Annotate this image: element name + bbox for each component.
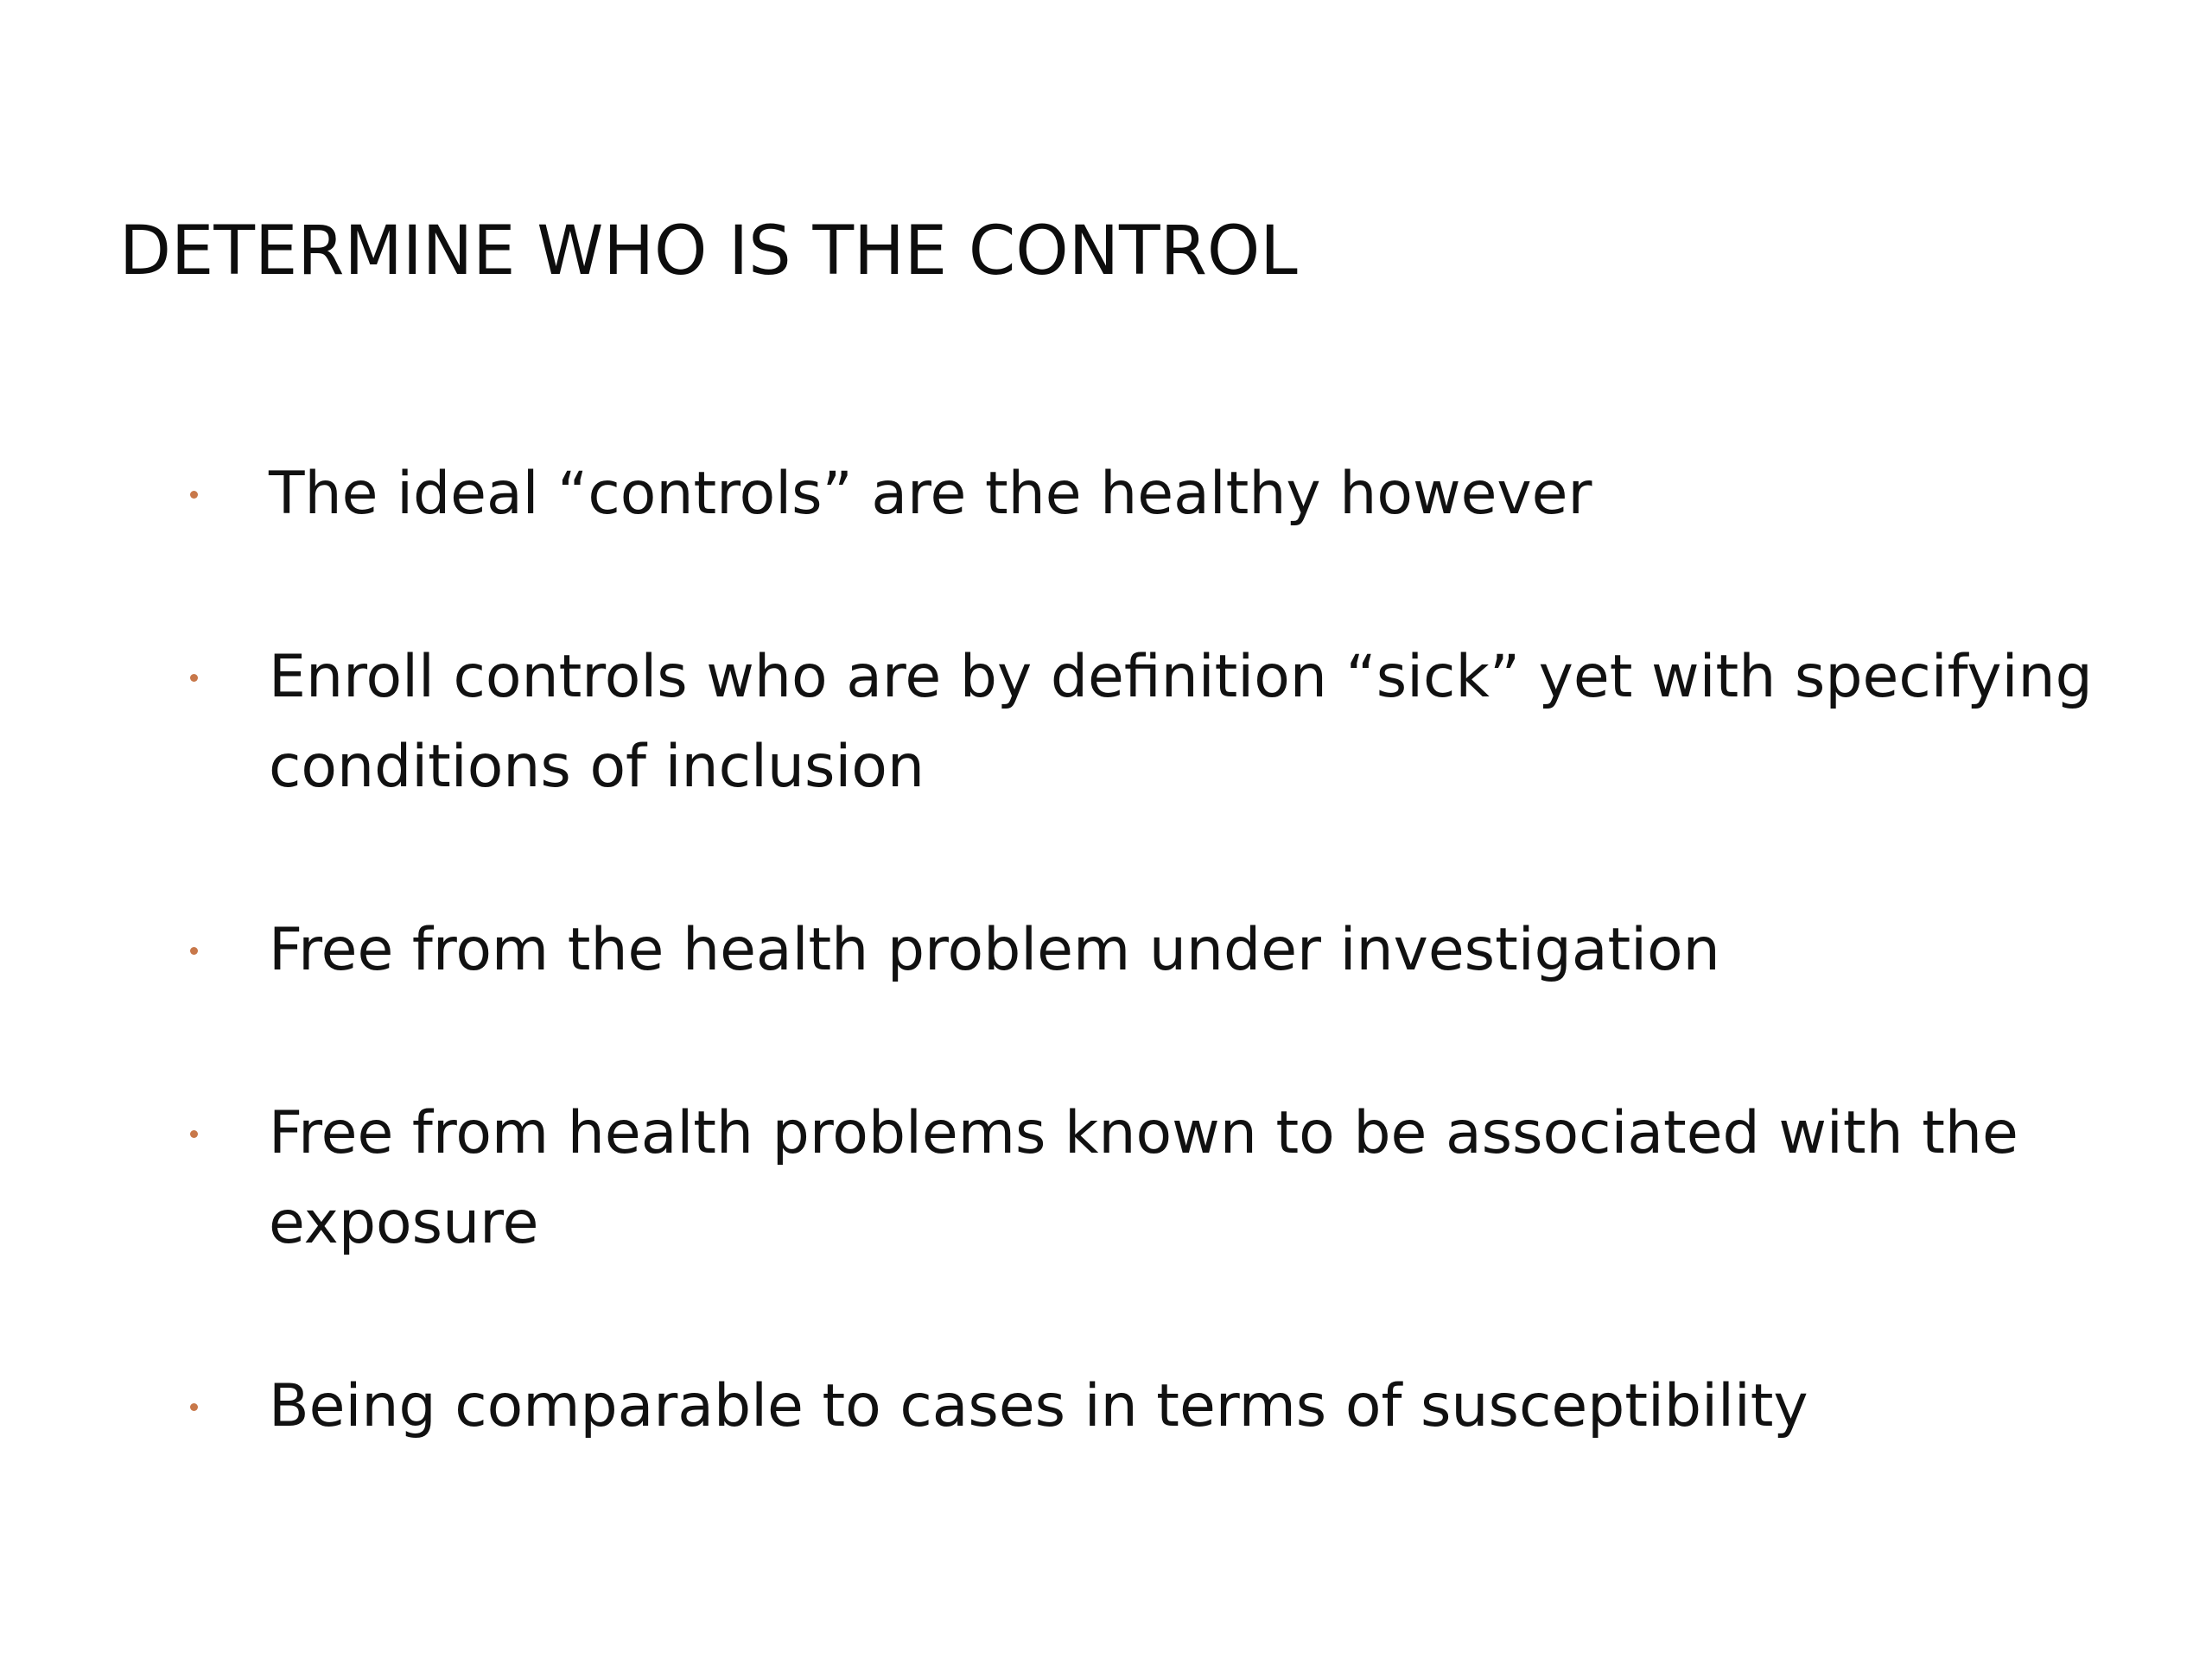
bullet-item [186, 906, 2121, 995]
bullet-item [186, 632, 2121, 812]
bullet-item [186, 1362, 2121, 1452]
bullet-dot-icon [190, 491, 198, 499]
bullet-text: The ideal “controls” are the healthy however [269, 460, 1592, 528]
bullet-text: Enroll controls who are by definition “sick” yet with specifying conditions of inclusion [269, 643, 2093, 801]
bullet-item [186, 1089, 2121, 1268]
bullet-dot-icon [190, 674, 198, 682]
bullet-item [186, 449, 2121, 539]
bullet-dot-icon [190, 1403, 198, 1411]
bullet-list [186, 449, 2121, 1545]
bullet-text: Free from the health problem under investigation [269, 916, 1720, 984]
bullet-dot-icon [190, 1130, 198, 1138]
bullet-dot-icon [190, 947, 198, 955]
bullet-text: Being comparable to cases in terms of susceptibility [269, 1372, 1808, 1440]
bullet-text: Free from health problems known to be associated with the exposure [269, 1099, 2018, 1257]
slide-title: DETERMINE WHO IS THE CONTROL [119, 213, 1298, 290]
